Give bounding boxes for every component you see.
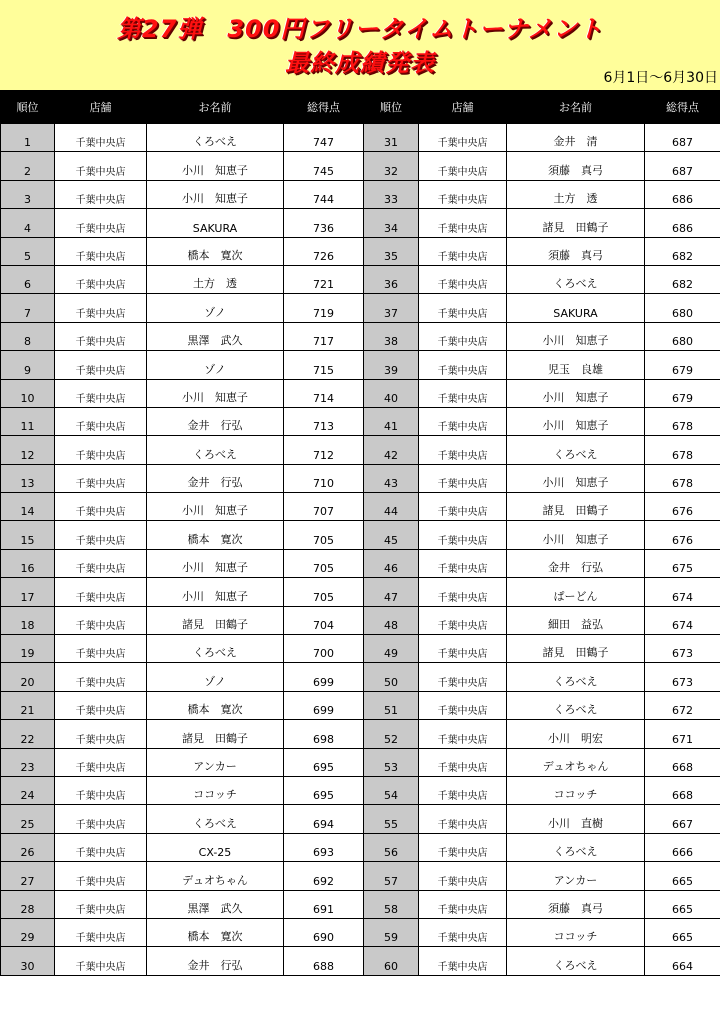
cell-store: 千葉中央店 <box>419 805 507 833</box>
table-row <box>1 635 720 663</box>
cell-name: 諸見 田鶴子 <box>507 209 645 237</box>
cell-name: ゾノ <box>147 351 284 379</box>
table-row <box>1 606 720 634</box>
cell-rank: 23 <box>1 748 55 776</box>
cell-store: 千葉中央店 <box>419 209 507 237</box>
cell-score: 695 <box>284 776 364 804</box>
cell-score: 747 <box>284 124 364 152</box>
table-row <box>1 237 720 265</box>
cell-name: 黒澤 武久 <box>147 890 284 918</box>
cell-rank: 35 <box>364 237 419 265</box>
table-row <box>1 521 720 549</box>
cell-rank: 60 <box>364 947 419 975</box>
cell-rank: 6 <box>1 265 55 293</box>
cell-name: くろべえ <box>147 124 284 152</box>
cell-name: 諸見 田鶴子 <box>147 606 284 634</box>
cell-store: 千葉中央店 <box>419 407 507 435</box>
cell-rank: 59 <box>364 918 419 946</box>
cell-rank: 58 <box>364 890 419 918</box>
cell-score: 694 <box>284 805 364 833</box>
cell-store: 千葉中央店 <box>419 124 507 152</box>
cell-score: 678 <box>645 464 720 492</box>
header-banner <box>0 0 720 90</box>
cell-rank: 28 <box>1 890 55 918</box>
cell-score: 680 <box>645 322 720 350</box>
cell-store: 千葉中央店 <box>55 691 147 719</box>
cell-rank: 57 <box>364 862 419 890</box>
cell-name: 須藤 真弓 <box>507 237 645 265</box>
cell-name: ココッチ <box>147 776 284 804</box>
cell-score: 680 <box>645 294 720 322</box>
cell-store: 千葉中央店 <box>55 862 147 890</box>
cell-score: 671 <box>645 720 720 748</box>
cell-rank: 53 <box>364 748 419 776</box>
cell-score: 714 <box>284 379 364 407</box>
cell-store: 千葉中央店 <box>55 294 147 322</box>
cell-rank: 24 <box>1 776 55 804</box>
cell-name: 小川 知恵子 <box>147 493 284 521</box>
cell-score: 688 <box>284 947 364 975</box>
cell-name: 須藤 真弓 <box>507 890 645 918</box>
cell-name: 須藤 真弓 <box>507 152 645 180</box>
table-row <box>1 549 720 577</box>
cell-score: 745 <box>284 152 364 180</box>
cell-score: 726 <box>284 237 364 265</box>
cell-rank: 22 <box>1 720 55 748</box>
cell-score: 691 <box>284 890 364 918</box>
cell-name: 小川 知恵子 <box>507 407 645 435</box>
cell-name: 小川 知恵子 <box>147 180 284 208</box>
cell-score: 668 <box>645 748 720 776</box>
cell-name: くろべえ <box>147 805 284 833</box>
cell-rank: 10 <box>1 379 55 407</box>
cell-score: 712 <box>284 436 364 464</box>
cell-score: 675 <box>645 549 720 577</box>
table-row <box>1 351 720 379</box>
cell-name: 橋本 寛次 <box>147 918 284 946</box>
cell-name: 小川 知恵子 <box>507 379 645 407</box>
table-row <box>1 493 720 521</box>
cell-name: 諸見 田鶴子 <box>507 493 645 521</box>
cell-score: 682 <box>645 237 720 265</box>
cell-name: くろべえ <box>507 691 645 719</box>
table-row <box>1 805 720 833</box>
table-row <box>1 947 720 975</box>
cell-rank: 9 <box>1 351 55 379</box>
cell-store: 千葉中央店 <box>55 663 147 691</box>
cell-store: 千葉中央店 <box>419 663 507 691</box>
cell-name: 金井 行弘 <box>147 407 284 435</box>
cell-store: 千葉中央店 <box>55 379 147 407</box>
cell-store: 千葉中央店 <box>419 493 507 521</box>
cell-score: 705 <box>284 578 364 606</box>
cell-store: 千葉中央店 <box>55 407 147 435</box>
table-row <box>1 209 720 237</box>
cell-name: ココッチ <box>507 918 645 946</box>
results-body <box>1 124 720 976</box>
cell-score: 672 <box>645 691 720 719</box>
cell-rank: 37 <box>364 294 419 322</box>
cell-store: 千葉中央店 <box>419 578 507 606</box>
cell-store: 千葉中央店 <box>55 833 147 861</box>
date-range: 6月1日～6月30日 <box>603 70 718 86</box>
cell-rank: 4 <box>1 209 55 237</box>
cell-name: くろべえ <box>507 663 645 691</box>
table-row <box>1 720 720 748</box>
cell-rank: 2 <box>1 152 55 180</box>
cell-name: 小川 知恵子 <box>507 464 645 492</box>
cell-rank: 11 <box>1 407 55 435</box>
cell-name: 小川 知恵子 <box>147 379 284 407</box>
cell-name: 橋本 寛次 <box>147 237 284 265</box>
cell-name: くろべえ <box>507 265 645 293</box>
cell-rank: 43 <box>364 464 419 492</box>
cell-rank: 46 <box>364 549 419 577</box>
cell-name: 諸見 田鶴子 <box>147 720 284 748</box>
results-subtitle: 最終成績発表 <box>285 49 435 77</box>
cell-rank: 17 <box>1 578 55 606</box>
cell-name: アンカー <box>507 862 645 890</box>
cell-score: 679 <box>645 379 720 407</box>
cell-score: 678 <box>645 407 720 435</box>
cell-score: 664 <box>645 947 720 975</box>
cell-store: 千葉中央店 <box>419 180 507 208</box>
col-header-rank: 順位 <box>364 91 419 124</box>
col-header-score: 総得点 <box>284 91 364 124</box>
cell-score: 674 <box>645 606 720 634</box>
cell-name: 黒澤 武久 <box>147 322 284 350</box>
cell-name: SAKURA <box>147 209 284 237</box>
cell-rank: 51 <box>364 691 419 719</box>
cell-name: 金井 清 <box>507 124 645 152</box>
cell-rank: 30 <box>1 947 55 975</box>
cell-score: 687 <box>645 152 720 180</box>
cell-store: 千葉中央店 <box>55 237 147 265</box>
cell-store: 千葉中央店 <box>419 265 507 293</box>
col-header-name: お名前 <box>147 91 284 124</box>
cell-rank: 49 <box>364 635 419 663</box>
cell-name: 小川 知恵子 <box>507 322 645 350</box>
cell-store: 千葉中央店 <box>55 606 147 634</box>
cell-rank: 48 <box>364 606 419 634</box>
cell-store: 千葉中央店 <box>419 322 507 350</box>
cell-name: 小川 知恵子 <box>147 152 284 180</box>
cell-store: 千葉中央店 <box>419 748 507 776</box>
table-row <box>1 890 720 918</box>
cell-rank: 44 <box>364 493 419 521</box>
cell-rank: 36 <box>364 265 419 293</box>
cell-name: ゾノ <box>147 663 284 691</box>
table-row <box>1 464 720 492</box>
cell-store: 千葉中央店 <box>55 776 147 804</box>
cell-store: 千葉中央店 <box>419 720 507 748</box>
cell-name: くろべえ <box>147 436 284 464</box>
cell-rank: 45 <box>364 521 419 549</box>
cell-store: 千葉中央店 <box>419 862 507 890</box>
cell-store: 千葉中央店 <box>419 152 507 180</box>
cell-rank: 15 <box>1 521 55 549</box>
cell-score: 713 <box>284 407 364 435</box>
cell-rank: 20 <box>1 663 55 691</box>
header-row <box>1 91 720 124</box>
cell-score: 719 <box>284 294 364 322</box>
cell-score: 721 <box>284 265 364 293</box>
cell-rank: 16 <box>1 549 55 577</box>
cell-score: 707 <box>284 493 364 521</box>
cell-store: 千葉中央店 <box>55 351 147 379</box>
cell-store: 千葉中央店 <box>55 890 147 918</box>
cell-score: 665 <box>645 918 720 946</box>
cell-name: アンカー <box>147 748 284 776</box>
cell-rank: 52 <box>364 720 419 748</box>
cell-score: 705 <box>284 521 364 549</box>
cell-store: 千葉中央店 <box>419 237 507 265</box>
cell-score: 690 <box>284 918 364 946</box>
cell-name: 細田 益弘 <box>507 606 645 634</box>
cell-store: 千葉中央店 <box>419 436 507 464</box>
cell-score: 686 <box>645 180 720 208</box>
table-row <box>1 265 720 293</box>
col-header-name: お名前 <box>507 91 645 124</box>
cell-store: 千葉中央店 <box>55 805 147 833</box>
cell-name: 土方 透 <box>147 265 284 293</box>
cell-name: CX-25 <box>147 833 284 861</box>
cell-store: 千葉中央店 <box>419 890 507 918</box>
cell-score: 705 <box>284 549 364 577</box>
cell-name: ココッチ <box>507 776 645 804</box>
cell-store: 千葉中央店 <box>55 124 147 152</box>
cell-name: 小川 知恵子 <box>147 549 284 577</box>
cell-rank: 14 <box>1 493 55 521</box>
cell-score: 676 <box>645 493 720 521</box>
cell-store: 千葉中央店 <box>419 833 507 861</box>
cell-name: くろべえ <box>507 436 645 464</box>
cell-name: デュオちゃん <box>507 748 645 776</box>
cell-name: くろべえ <box>507 947 645 975</box>
cell-name: 金井 行弘 <box>147 464 284 492</box>
cell-rank: 26 <box>1 833 55 861</box>
cell-store: 千葉中央店 <box>55 748 147 776</box>
cell-rank: 13 <box>1 464 55 492</box>
cell-name: 土方 透 <box>507 180 645 208</box>
cell-name: 小川 直樹 <box>507 805 645 833</box>
cell-score: 744 <box>284 180 364 208</box>
cell-store: 千葉中央店 <box>55 180 147 208</box>
cell-score: 673 <box>645 663 720 691</box>
cell-score: 668 <box>645 776 720 804</box>
cell-store: 千葉中央店 <box>55 464 147 492</box>
cell-rank: 29 <box>1 918 55 946</box>
cell-score: 700 <box>284 635 364 663</box>
cell-store: 千葉中央店 <box>55 436 147 464</box>
cell-score: 736 <box>284 209 364 237</box>
cell-score: 665 <box>645 890 720 918</box>
cell-store: 千葉中央店 <box>419 351 507 379</box>
cell-rank: 47 <box>364 578 419 606</box>
cell-store: 千葉中央店 <box>419 521 507 549</box>
cell-name: ぱーどん <box>507 578 645 606</box>
cell-rank: 54 <box>364 776 419 804</box>
cell-rank: 41 <box>364 407 419 435</box>
cell-score: 695 <box>284 748 364 776</box>
cell-rank: 34 <box>364 209 419 237</box>
cell-score: 666 <box>645 833 720 861</box>
cell-store: 千葉中央店 <box>419 294 507 322</box>
cell-rank: 38 <box>364 322 419 350</box>
cell-rank: 50 <box>364 663 419 691</box>
cell-score: 674 <box>645 578 720 606</box>
cell-name: くろべえ <box>147 635 284 663</box>
cell-store: 千葉中央店 <box>55 322 147 350</box>
cell-store: 千葉中央店 <box>419 464 507 492</box>
cell-store: 千葉中央店 <box>419 635 507 663</box>
table-row <box>1 322 720 350</box>
cell-store: 千葉中央店 <box>55 209 147 237</box>
cell-store: 千葉中央店 <box>419 947 507 975</box>
table-row <box>1 180 720 208</box>
table-row <box>1 124 720 152</box>
cell-rank: 18 <box>1 606 55 634</box>
cell-score: 692 <box>284 862 364 890</box>
table-row <box>1 918 720 946</box>
table-row <box>1 748 720 776</box>
cell-score: 693 <box>284 833 364 861</box>
cell-name: 児玉 良雄 <box>507 351 645 379</box>
cell-store: 千葉中央店 <box>55 265 147 293</box>
cell-store: 千葉中央店 <box>419 606 507 634</box>
cell-score: 699 <box>284 691 364 719</box>
cell-name: ゾノ <box>147 294 284 322</box>
cell-rank: 25 <box>1 805 55 833</box>
cell-name: 小川 明宏 <box>507 720 645 748</box>
cell-rank: 1 <box>1 124 55 152</box>
cell-rank: 42 <box>364 436 419 464</box>
cell-score: 678 <box>645 436 720 464</box>
col-header-score: 総得点 <box>645 91 720 124</box>
cell-score: 667 <box>645 805 720 833</box>
table-row <box>1 862 720 890</box>
cell-score: 686 <box>645 209 720 237</box>
cell-rank: 12 <box>1 436 55 464</box>
col-header-store: 店舗 <box>55 91 147 124</box>
cell-store: 千葉中央店 <box>419 691 507 719</box>
cell-rank: 56 <box>364 833 419 861</box>
cell-score: 676 <box>645 521 720 549</box>
table-row <box>1 407 720 435</box>
cell-score: 682 <box>645 265 720 293</box>
cell-store: 千葉中央店 <box>419 776 507 804</box>
table-row <box>1 833 720 861</box>
cell-rank: 55 <box>364 805 419 833</box>
cell-store: 千葉中央店 <box>55 918 147 946</box>
cell-name: デュオちゃん <box>147 862 284 890</box>
cell-store: 千葉中央店 <box>55 947 147 975</box>
cell-name: 金井 行弘 <box>147 947 284 975</box>
cell-rank: 27 <box>1 862 55 890</box>
cell-score: 699 <box>284 663 364 691</box>
col-header-store: 店舗 <box>419 91 507 124</box>
cell-store: 千葉中央店 <box>55 578 147 606</box>
cell-store: 千葉中央店 <box>55 521 147 549</box>
cell-name: くろべえ <box>507 833 645 861</box>
cell-score: 704 <box>284 606 364 634</box>
cell-rank: 31 <box>364 124 419 152</box>
cell-rank: 5 <box>1 237 55 265</box>
tournament-title: 第27弾 300円フリータイムトーナメント <box>116 15 604 43</box>
table-row <box>1 663 720 691</box>
table-row <box>1 379 720 407</box>
cell-rank: 40 <box>364 379 419 407</box>
cell-rank: 39 <box>364 351 419 379</box>
table-row <box>1 691 720 719</box>
cell-name: 金井 行弘 <box>507 549 645 577</box>
cell-rank: 8 <box>1 322 55 350</box>
cell-store: 千葉中央店 <box>55 635 147 663</box>
table-row <box>1 294 720 322</box>
cell-store: 千葉中央店 <box>55 152 147 180</box>
cell-store: 千葉中央店 <box>55 720 147 748</box>
cell-rank: 33 <box>364 180 419 208</box>
cell-name: SAKURA <box>507 294 645 322</box>
cell-name: 小川 知恵子 <box>147 578 284 606</box>
cell-store: 千葉中央店 <box>55 549 147 577</box>
cell-name: 諸見 田鶴子 <box>507 635 645 663</box>
cell-score: 698 <box>284 720 364 748</box>
cell-score: 665 <box>645 862 720 890</box>
cell-score: 715 <box>284 351 364 379</box>
cell-name: 橋本 寛次 <box>147 521 284 549</box>
cell-store: 千葉中央店 <box>419 549 507 577</box>
cell-rank: 7 <box>1 294 55 322</box>
cell-rank: 19 <box>1 635 55 663</box>
cell-name: 小川 知恵子 <box>507 521 645 549</box>
cell-name: 橋本 寛次 <box>147 691 284 719</box>
table-row <box>1 152 720 180</box>
cell-rank: 32 <box>364 152 419 180</box>
cell-score: 679 <box>645 351 720 379</box>
cell-rank: 3 <box>1 180 55 208</box>
col-header-rank: 順位 <box>1 91 55 124</box>
cell-score: 687 <box>645 124 720 152</box>
cell-store: 千葉中央店 <box>55 493 147 521</box>
table-row <box>1 578 720 606</box>
cell-rank: 21 <box>1 691 55 719</box>
results-table <box>0 90 720 976</box>
cell-score: 710 <box>284 464 364 492</box>
cell-score: 673 <box>645 635 720 663</box>
table-row <box>1 436 720 464</box>
cell-score: 717 <box>284 322 364 350</box>
cell-store: 千葉中央店 <box>419 918 507 946</box>
table-row <box>1 776 720 804</box>
cell-store: 千葉中央店 <box>419 379 507 407</box>
